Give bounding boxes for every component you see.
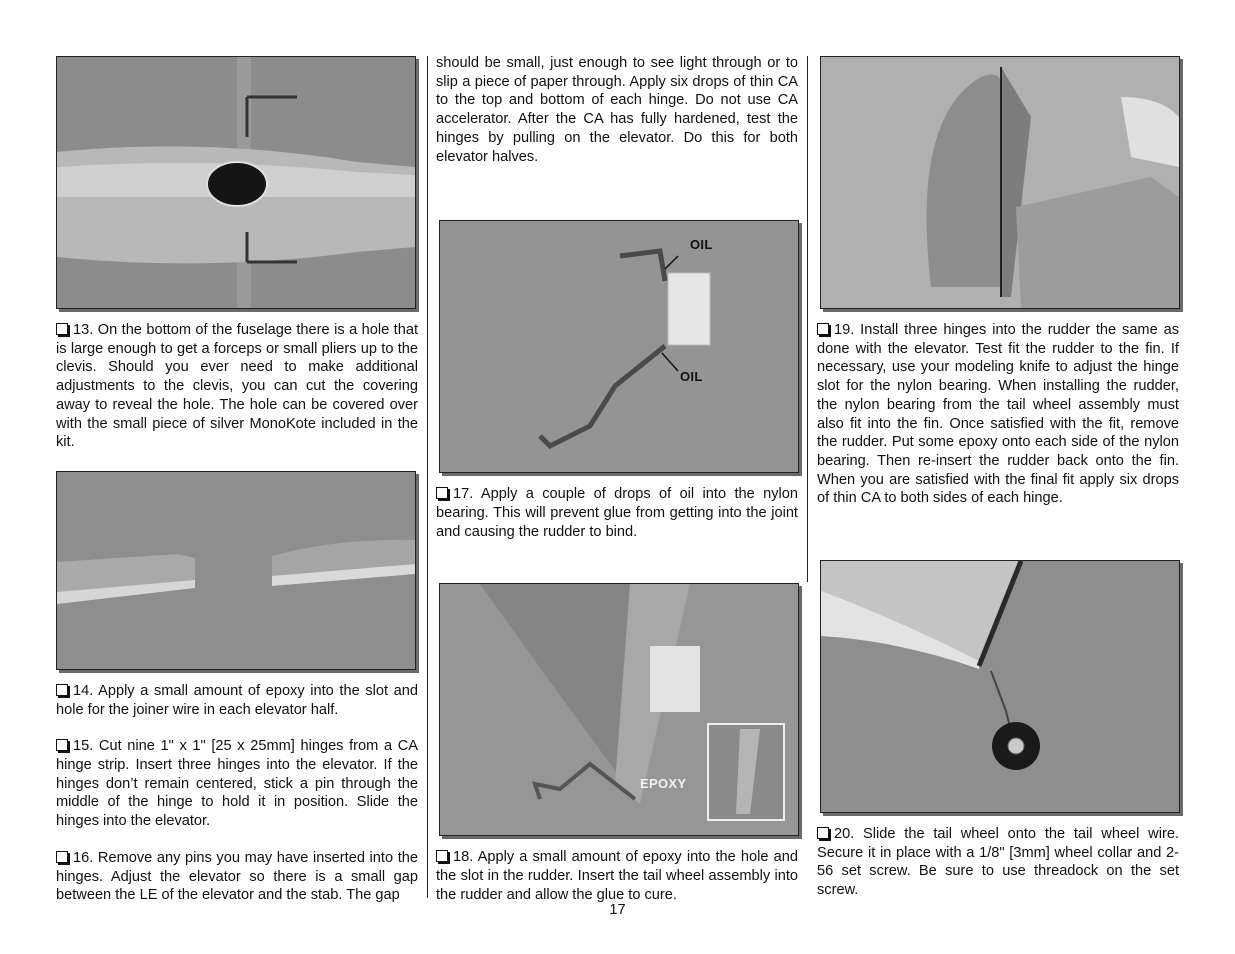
column-rule-left	[427, 56, 428, 898]
checkbox-icon[interactable]	[56, 323, 68, 335]
column-2	[436, 56, 798, 904]
photo-tail-wheel	[820, 560, 1180, 813]
page-number: 17	[609, 902, 626, 918]
step-15	[56, 737, 418, 831]
step-19-text: 19. Install three hinges into the rudder the same as done with the elevator. Test fit the rudder to the fin. If necessary, use your modeling knife to adjust the hinge slot for the nylon bearing. When installing the rudder, the nylon bearing from the tail wheel assembly must also fit into the fin. Once satisfied with the fit, remove the rudder. Put some epoxy onto each side of the nylon bearing. Then re-insert the rudder back onto the fin. When you are satisfied with the final fit apply six drops of thin CA to both sides of each hinge.	[817, 322, 1179, 507]
column-1	[56, 56, 418, 905]
epoxy-callout: EPOXY	[640, 776, 687, 792]
photo-fuselage-bottom-hole	[56, 56, 416, 309]
oil-callout-bottom: OIL	[680, 369, 703, 385]
step-17	[436, 485, 798, 541]
step-20-text: 20. Slide the tail wheel onto the tail wheel wire. Secure it in place with a 1/8" [3mm] wheel collar and 2-56 set screw. Be sure to use threadock on the set screw.	[817, 826, 1179, 899]
step-16-continued	[436, 54, 798, 166]
step-20	[817, 825, 1179, 900]
step-14	[56, 682, 418, 719]
step-15-text: 15. Cut nine 1" x 1" [25 x 25mm] hinges from a CA hinge strip. Insert three hinges into the elevator. If the hinges don’t remain centered, stick a pin through the middle of the hinge to hold it in position. Slide the hinges into the elevator.	[56, 738, 418, 830]
oil-callout-top: OIL	[690, 237, 713, 253]
column-3	[817, 56, 1179, 900]
step-17-text: 17. Apply a couple of drops of oil into the nylon bearing. This will prevent glue from getting into the joint and causing the rudder to bind.	[436, 486, 798, 540]
step-16-text: 16. Remove any pins you may have inserted into the hinges. Adjust the elevator so there is a small gap between the LE of the elevator and the stab. The gap	[56, 849, 418, 904]
step-19	[817, 321, 1179, 508]
photo-rudder-fin	[820, 56, 1180, 309]
checkbox-icon[interactable]	[436, 850, 448, 862]
column-rule-right	[807, 56, 808, 582]
photo-elevator-halves	[56, 471, 416, 670]
checkbox-icon[interactable]	[56, 684, 68, 696]
step-14-text: 14. Apply a small amount of epoxy into the slot and hole for the joiner wire in each elevator half.	[56, 682, 418, 718]
step-13	[56, 321, 418, 452]
photo-rudder-tail-wheel-epoxy	[439, 583, 799, 836]
checkbox-icon[interactable]	[56, 851, 68, 863]
checkbox-icon[interactable]	[56, 739, 68, 751]
step-16-continued-text: should be small, just enough to see light through or to slip a piece of paper through. Apply six drops of thin CA to the top and bottom of each hinge. Do not use CA accelerator. After the CA has fully hardened, test the hinges by pulling on the elevator. Do this for both elevator halves.	[436, 55, 798, 165]
step-13-text: 13. On the bottom of the fuselage there is a hole that is large enough to get a forceps or small pliers up to the clevis. Should you ever need to make additional adjustments to the clevis, you can cut the covering away to reveal the hole. The hole can be covered over with the small piece of silver MonoKote included in the kit.	[56, 322, 418, 451]
step-16	[56, 849, 418, 905]
step-18-text: 18. Apply a small amount of epoxy into the hole and the slot in the rudder. Insert the tail wheel assembly into the rudder and allow the glue to cure.	[436, 849, 798, 903]
step-18	[436, 848, 798, 904]
checkbox-icon[interactable]	[817, 323, 829, 335]
photo-tail-wheel-wire-oil	[439, 220, 799, 473]
checkbox-icon[interactable]	[817, 827, 829, 839]
checkbox-icon[interactable]	[436, 487, 448, 499]
